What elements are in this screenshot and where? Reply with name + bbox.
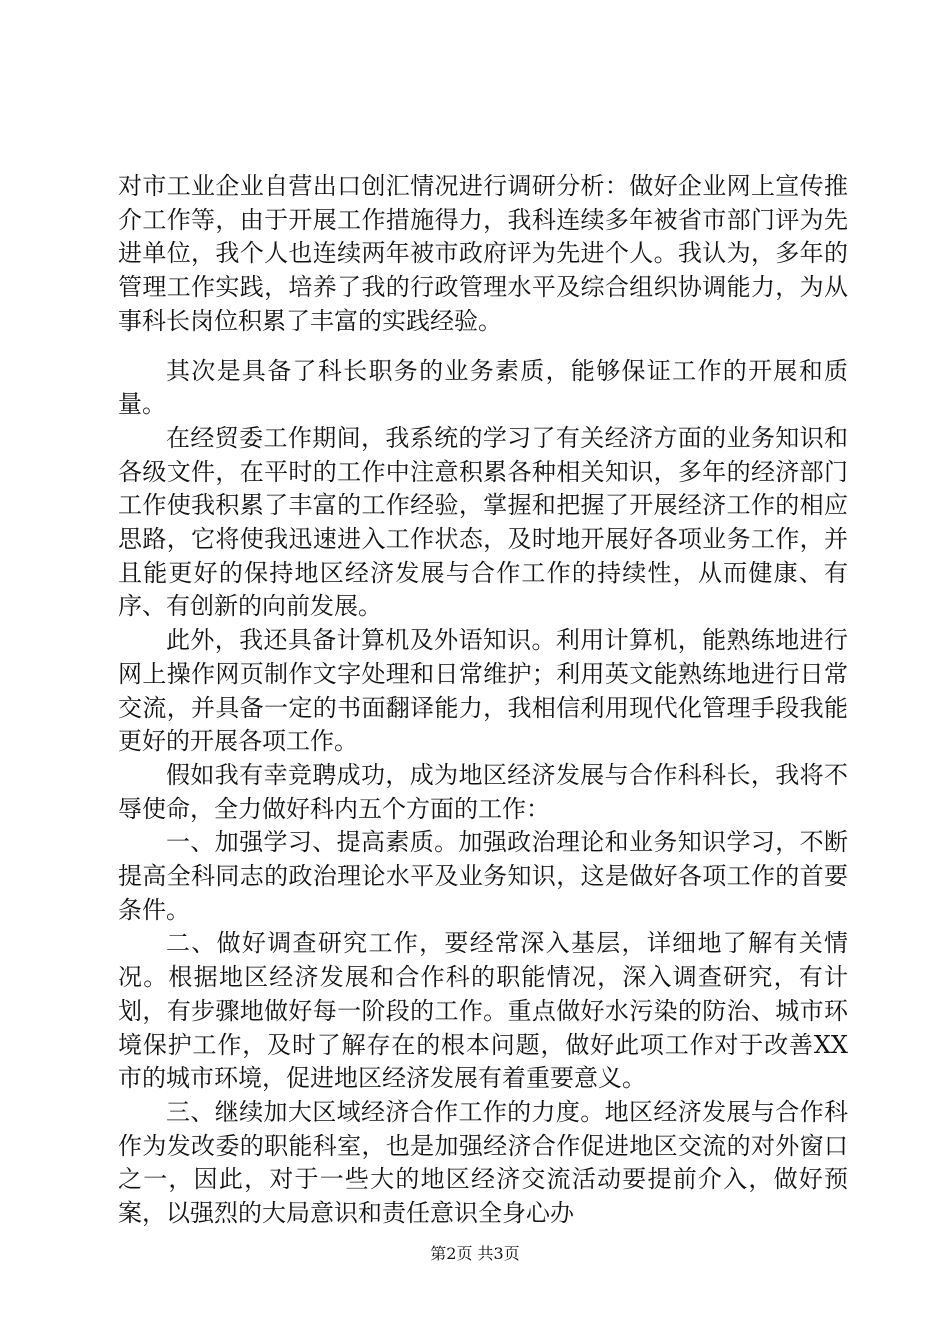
paragraph-1: 对市工业企业自营出口创汇情况进行调研分析：做好企业网上宣传推介工作等，由于开展工作措施得力，我科连续多年被省市部门评为先进单位，我个人也连续两年被市政府评为先进个人。我认为，多年的管理工作实践，培养了我的行政管理水平及综合组织协调能力，为从事科长岗位积累了丰富的实践经验。: [118, 172, 848, 335]
page-footer: 第2页 共3页: [430, 1244, 520, 1263]
paragraph-7: 二、做好调查研究工作，要经常深入基层，详细地了解有关情况。根据地区经济发展和合作科的职能情况，深入调查研究，有计划，有步骤地做好每一阶段的工作。重点做好水污染的防治、城市环境保护工作，及时了解存在的根本问题，做好此项工作对于改善XX市的城市环境，促进地区经济发展有着重要意义。: [118, 929, 848, 1093]
paragraph-5: 假如我有幸竞聘成功，成为地区经济发展与合作科科长，我将不辱使命，全力做好科内五个方面的工作：: [118, 760, 848, 823]
paragraph-3: 在经贸委工作期间，我系统的学习了有关经济方面的业务知识和各级文件，在平时的工作中注意积累各种相关知识，多年的经济部门工作使我积累了丰富的工作经验，掌握和把握了开展经济工作的相应思路，它将使我迅速进入工作状态，及时地开展好各项业务工作，并且能更好的保持地区经济发展与合作工作的持续性，从而健康、有序、有创新的向前发展。: [118, 423, 848, 621]
paragraph-2: 其次是具备了科长职务的业务素质，能够保证工作的开展和质量。: [118, 356, 848, 419]
document-body: [118, 170, 848, 1231]
paragraph-8: 三、继续加大区域经济合作工作的力度。地区经济发展与合作科作为发改委的职能科室，也是加强经济合作促进地区交流的对外窗口之一，因此，对于一些大的地区经济交流活动要提前介入，做好预案，以强烈的大局意识和责任意识全身心办: [118, 1097, 848, 1228]
paragraph-4: 此外，我还具备计算机及外语知识。利用计算机，能熟练地进行网上操作网页制作文字处理和日常维护；利用英文能熟练地进行日常交流，并具备一定的书面翻译能力，我相信利用现代化管理手段我能更好的开展各项工作。: [118, 626, 848, 756]
paragraph-6: 一、加强学习、提高素质。加强政治理论和业务知识学习，不断提高全科同志的政治理论水平及业务知识，这是做好各项工作的首要条件。: [118, 828, 848, 924]
